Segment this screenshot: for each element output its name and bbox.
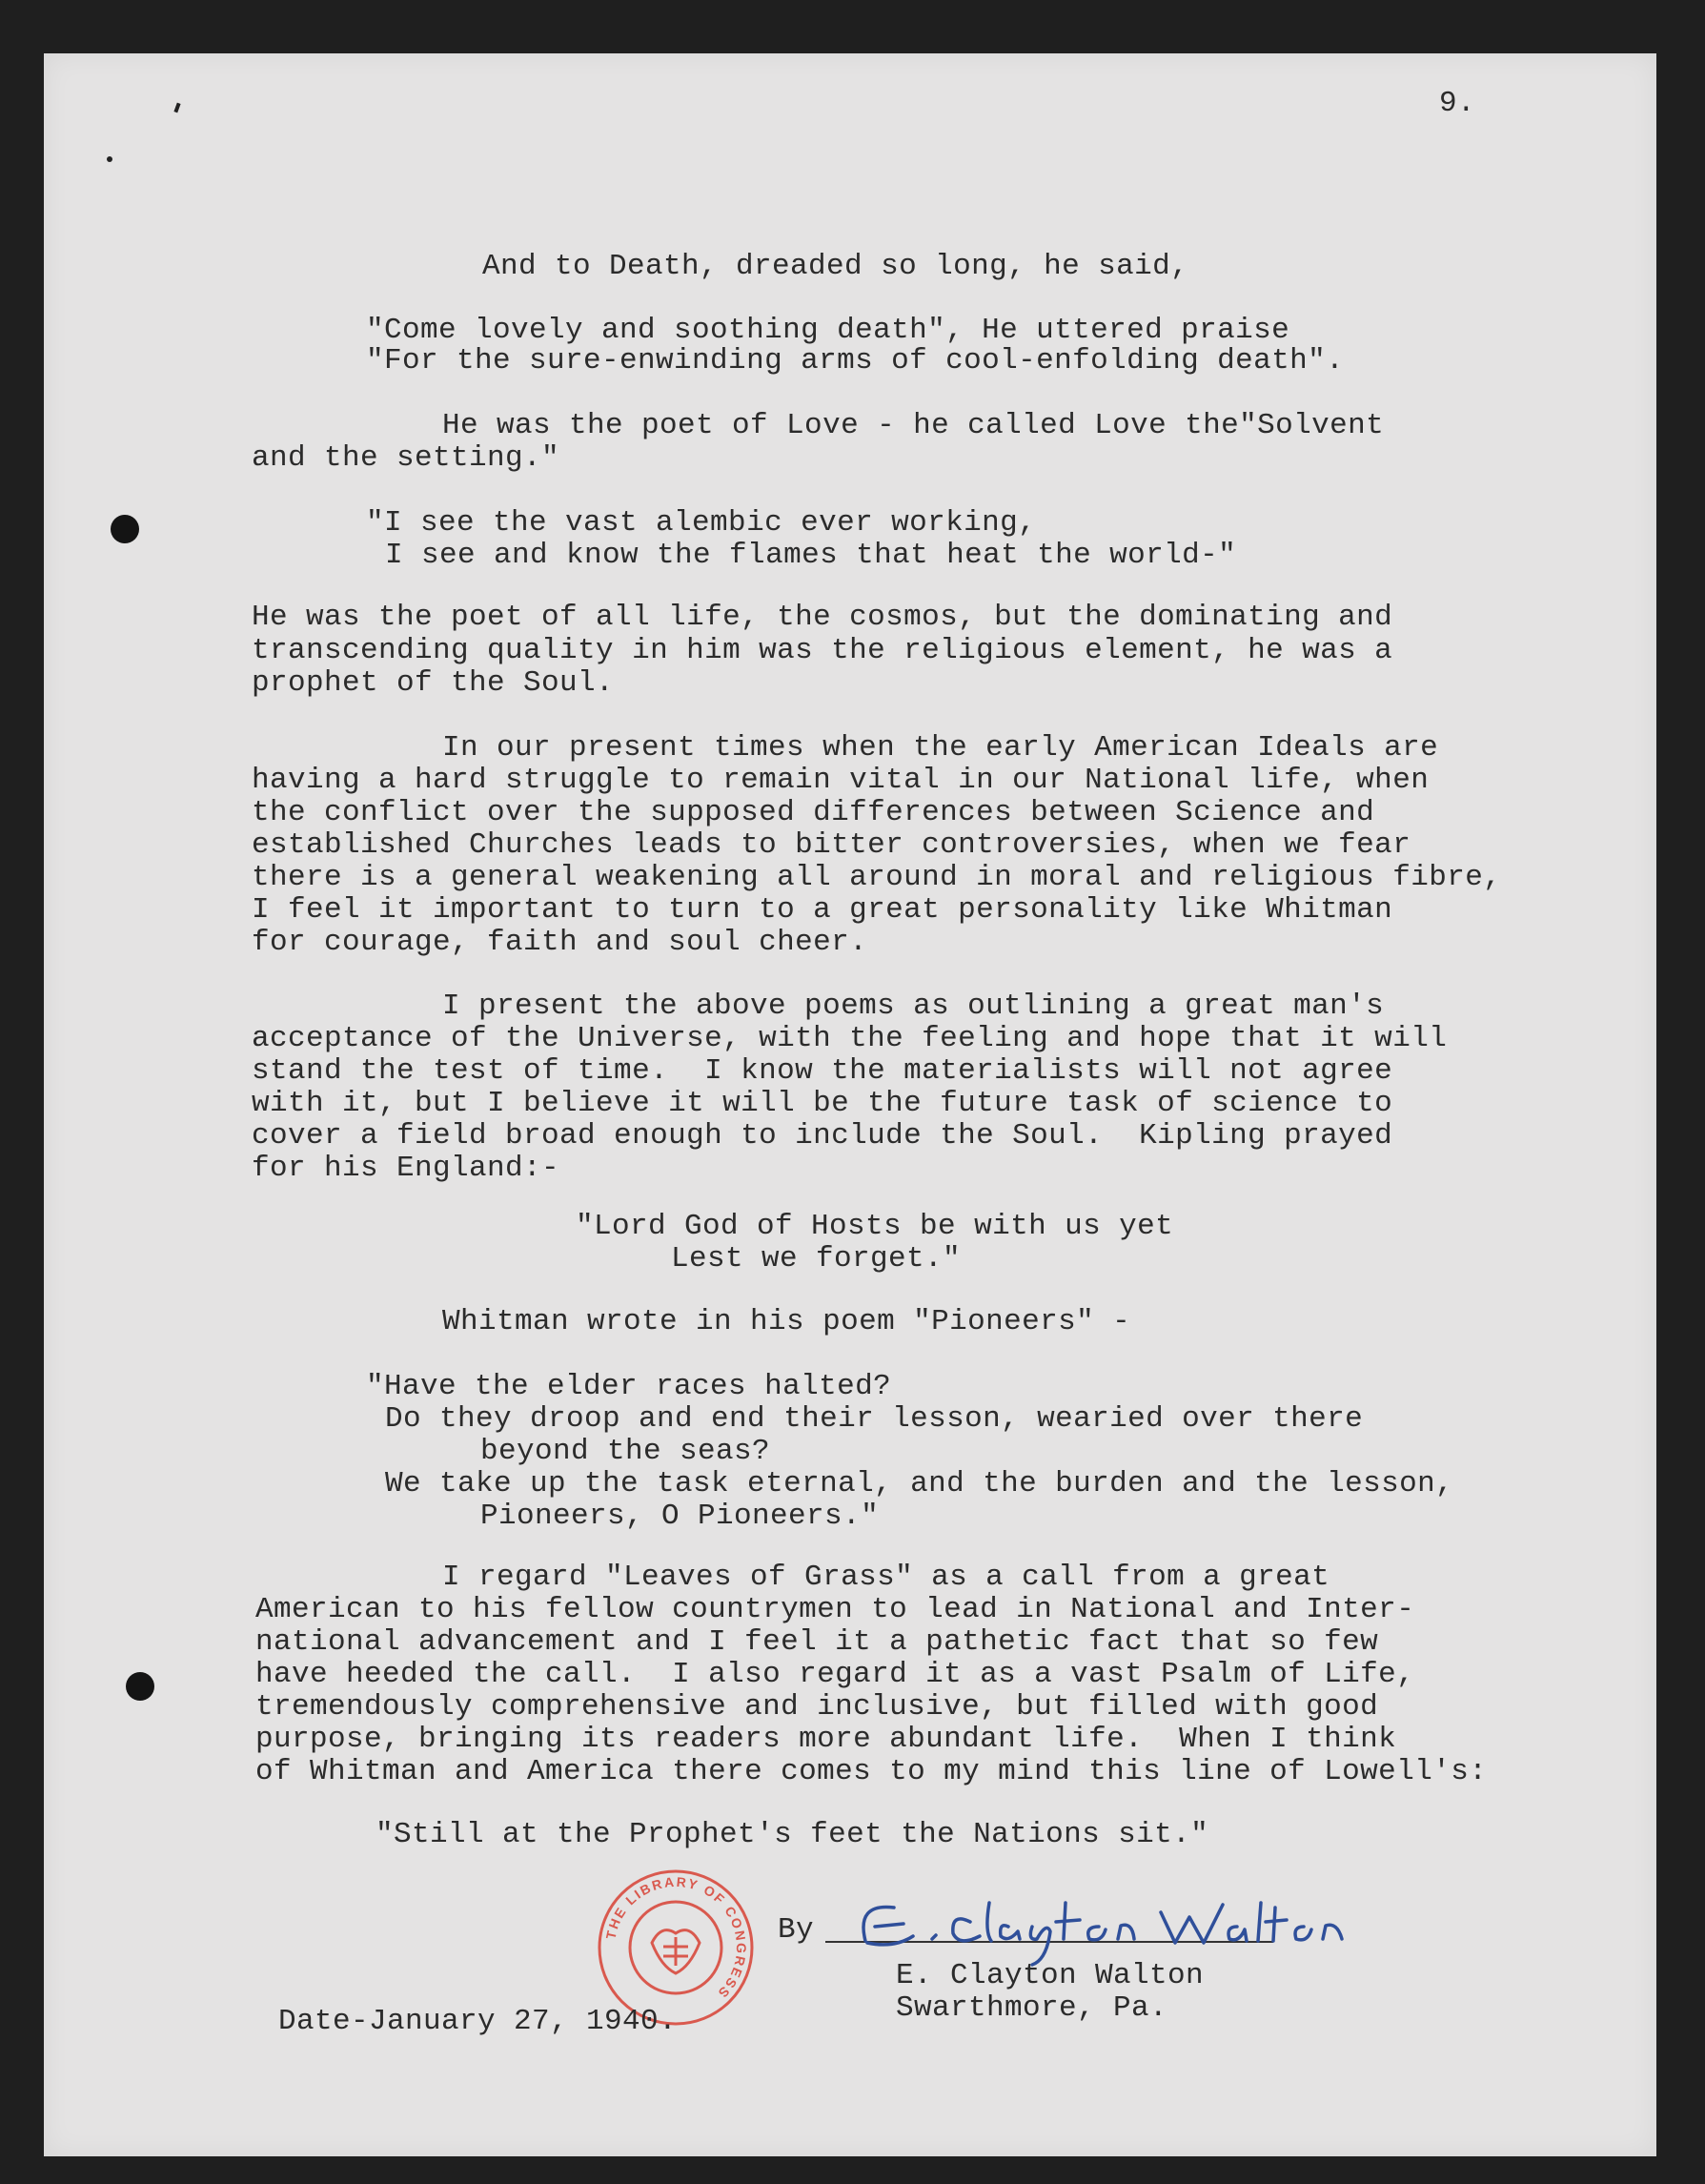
ink-mark	[173, 103, 180, 113]
text-line: the conflict over the supposed differences between Science and	[252, 796, 1375, 829]
handwritten-signature	[846, 1884, 1513, 1970]
text-line: established Churches leads to bitter controversies, when we fear	[252, 828, 1411, 862]
ink-dot	[107, 156, 112, 162]
text-line: prophet of the Soul.	[252, 666, 615, 700]
text-line: stand the test of time. I know the materialists will not agree	[252, 1054, 1393, 1088]
text-line: Pioneers, O Pioneers."	[480, 1500, 880, 1533]
punch-hole-bottom	[126, 1672, 154, 1701]
signer-location: Swarthmore, Pa.	[896, 1991, 1168, 2025]
page-number: 9.	[1439, 87, 1476, 120]
text-line: of Whitman and America there comes to my mind this line of Lowell's:	[255, 1755, 1488, 1788]
text-line: and the setting."	[252, 441, 560, 475]
text-line: He was the poet of Love - he called Love the"Solvent	[442, 409, 1385, 442]
punch-hole-top	[111, 515, 139, 543]
text-line: "I see the vast alembic ever working,	[366, 506, 1037, 540]
text-line: cover a field broad enough to include the Soul. Kipling prayed	[252, 1119, 1393, 1153]
text-line: American to his fellow countrymen to lead in National and Inter-	[255, 1593, 1415, 1626]
text-line: Do they droop and end their lesson, wearied over there	[385, 1402, 1364, 1436]
text-line: "Still at the Prophet's feet the Nations sit."	[376, 1818, 1209, 1851]
text-line: beyond the seas?	[480, 1435, 771, 1468]
text-line: And to Death, dreaded so long, he said,	[482, 250, 1189, 283]
text-line: for courage, faith and soul cheer.	[252, 926, 868, 959]
text-line: In our present times when the early American Ideals are	[442, 731, 1439, 765]
text-line: Lest we forget."	[671, 1242, 962, 1276]
text-line: I present the above poems as outlining a great man's	[442, 990, 1385, 1023]
text-line: He was the poet of all life, the cosmos, but the dominating and	[252, 601, 1393, 634]
typed-page	[44, 53, 1656, 2156]
text-line: transcending quality in him was the religious element, he was a	[252, 634, 1393, 667]
text-line: I feel it important to turn to a great personality like Whitman	[252, 893, 1393, 927]
svg-text:THE LIBRARY OF CONGRESS: THE LIBRARY OF CONGRESS	[602, 1873, 750, 2003]
text-line: purpose, bringing its readers more abundant life. When I think	[255, 1723, 1397, 1756]
by-label: By	[778, 1913, 815, 1947]
date-line: Date-January 27, 1940.	[278, 2005, 678, 2038]
text-line: "Come lovely and soothing death", He uttered praise	[366, 314, 1290, 347]
text-line: national advancement and I feel it a pathetic fact that so few	[255, 1625, 1379, 1659]
text-line: for his England:-	[252, 1152, 560, 1185]
text-line: there is a general weakening all around in moral and religious fibre,	[252, 861, 1502, 894]
text-line: "Lord God of Hosts be with us yet	[576, 1210, 1174, 1243]
text-line: "For the sure-enwinding arms of cool-enfolding death".	[366, 344, 1345, 378]
text-line: I see and know the flames that heat the world-"	[385, 539, 1237, 572]
text-line: having a hard struggle to remain vital in our National life, when	[252, 764, 1430, 797]
text-line: have heeded the call. I also regard it as a vast Psalm of Life,	[255, 1658, 1415, 1691]
text-line: with it, but I believe it will be the future task of science to	[252, 1087, 1393, 1120]
text-line: acceptance of the Universe, with the feeling and hope that it will	[252, 1022, 1448, 1055]
text-line: "Have the elder races halted?	[366, 1370, 892, 1403]
text-line: We take up the task eternal, and the burden and the lesson,	[385, 1467, 1454, 1500]
text-line: I regard "Leaves of Grass" as a call from a great	[442, 1561, 1330, 1594]
text-line: tremendously comprehensive and inclusive, but filled with good	[255, 1690, 1379, 1724]
signer-name: E. Clayton Walton	[896, 1959, 1205, 1992]
text-line: Whitman wrote in his poem "Pioneers" -	[442, 1305, 1131, 1338]
